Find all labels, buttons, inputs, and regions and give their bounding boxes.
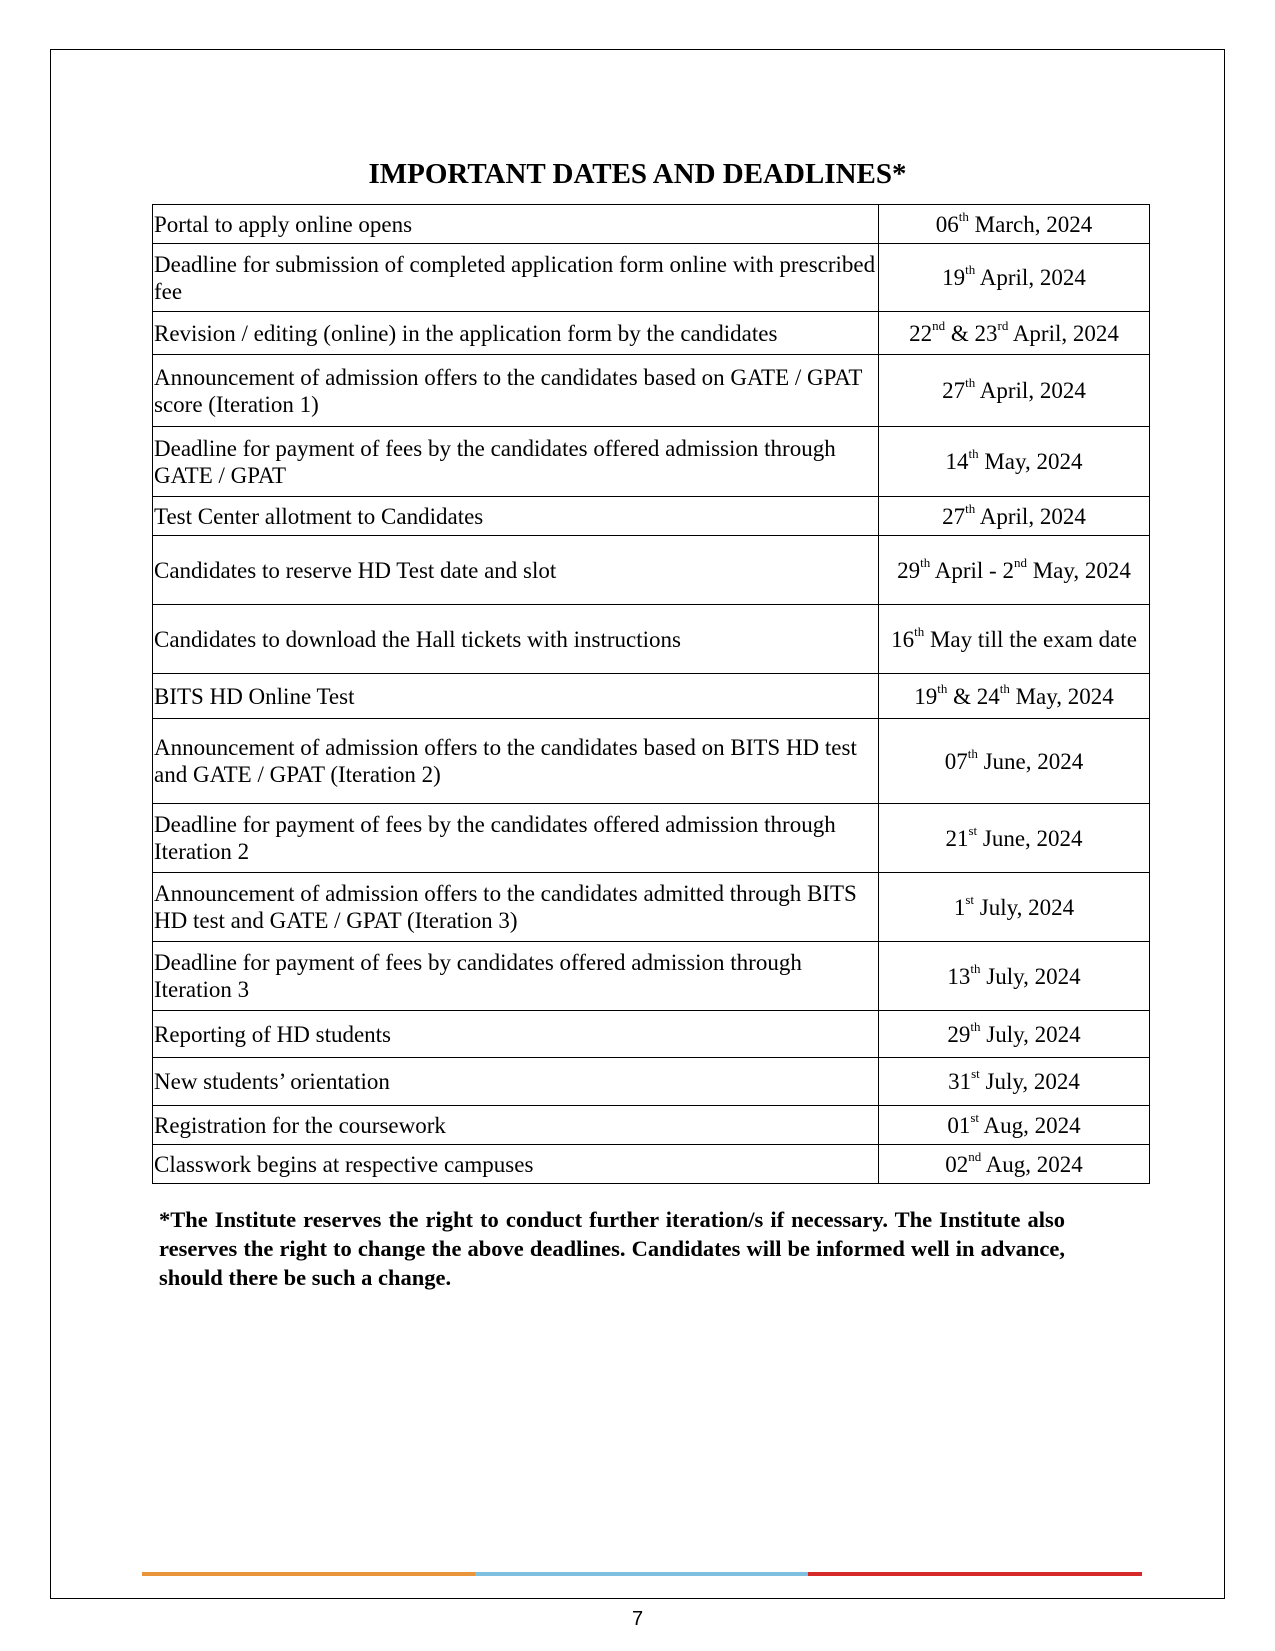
date-text: May, 2024: [978, 449, 1083, 474]
ordinal-suffix: th: [965, 375, 976, 391]
date-text: July, 2024: [980, 963, 1081, 989]
event-cell: Classwork begins at respective campuses: [153, 1145, 879, 1184]
date-text: 19: [914, 683, 938, 709]
date-text: May, 2024: [1009, 683, 1114, 709]
page-number: 7: [631, 1608, 644, 1630]
table-row: [153, 873, 1150, 942]
event-cell: Deadline for payment of fees by candidates offered admission through Iteration 3: [153, 942, 879, 1011]
table-row: [153, 942, 1150, 1011]
date-cell: [879, 1058, 1150, 1106]
table-row: [153, 355, 1150, 427]
date-text: 19: [942, 265, 966, 290]
footer-line-red: [808, 1572, 1142, 1576]
footer-line-orange: [142, 1572, 475, 1576]
event-cell: Deadline for submission of completed application form online with prescribed fee: [153, 244, 879, 312]
date-text: 01: [947, 1112, 971, 1138]
date-text: April - 2: [930, 557, 1014, 583]
date-text: March, 2024: [968, 211, 1093, 237]
date-text: & 23: [945, 320, 998, 346]
date-text: 22: [909, 320, 933, 346]
event-cell: Candidates to reserve HD Test date and slot: [153, 536, 879, 605]
date-text: 27: [942, 378, 966, 403]
date-text: 21: [945, 825, 969, 851]
ordinal-suffix: th: [970, 1018, 981, 1034]
event-cell: Announcement of admission offers to the candidates based on BITS HD test and GATE / GPAT (Iteration 2): [153, 719, 879, 804]
dates-table: [152, 204, 1150, 1184]
event-cell: Deadline for payment of fees by the candidates offered admission through Iteration 2: [153, 804, 879, 873]
date-text: May, 2024: [1026, 557, 1131, 583]
date-text: April, 2024: [1008, 320, 1119, 346]
date-text: 07: [944, 748, 968, 774]
ordinal-suffix: th: [970, 960, 981, 976]
ordinal-suffix: nd: [932, 317, 946, 333]
table-row: [153, 244, 1150, 312]
date-cell: [879, 1145, 1150, 1184]
date-cell: [879, 355, 1150, 427]
ordinal-suffix: st: [965, 891, 975, 907]
ordinal-suffix: st: [970, 1109, 980, 1125]
date-text: 16: [891, 626, 915, 652]
event-cell: BITS HD Online Test: [153, 674, 879, 719]
date-text: 27: [942, 503, 966, 529]
table-row: [153, 497, 1150, 536]
date-text: Aug, 2024: [979, 1112, 1081, 1138]
ordinal-suffix: th: [937, 680, 948, 696]
ordinal-suffix: th: [967, 745, 978, 761]
date-text: July, 2024: [980, 1021, 1081, 1047]
date-text: 06: [935, 211, 959, 237]
date-text: 31: [948, 1069, 972, 1094]
date-cell: [879, 244, 1150, 312]
date-cell: [879, 605, 1150, 674]
event-cell: Test Center allotment to Candidates: [153, 497, 879, 536]
ordinal-suffix: th: [920, 554, 931, 570]
table-row: [153, 1145, 1150, 1184]
table-row: [153, 1058, 1150, 1106]
table-row: [153, 1011, 1150, 1058]
table-row: [153, 312, 1150, 355]
event-cell: Registration for the coursework: [153, 1106, 879, 1145]
table-row: [153, 804, 1150, 873]
date-text: July, 2024: [974, 894, 1075, 920]
date-cell: [879, 942, 1150, 1011]
footnote: *The Institute reserves the right to conduct further iteration/s if necessary. The Institute also reserves the right to change the above deadlines. Candidates will be informed well in advance, should there be such a change.: [159, 1207, 1065, 1290]
ordinal-suffix: th: [958, 208, 969, 224]
ordinal-suffix: th: [914, 623, 925, 639]
date-text: May till the exam date: [924, 626, 1137, 652]
event-cell: New students’ orientation: [153, 1058, 879, 1106]
date-text: June, 2024: [977, 825, 1083, 851]
date-text: Aug, 2024: [981, 1151, 1083, 1177]
date-text: & 24: [947, 683, 1000, 709]
ordinal-suffix: th: [968, 446, 979, 462]
event-cell: Revision / editing (online) in the application form by the candidates: [153, 312, 879, 355]
table-row: [153, 674, 1150, 719]
date-cell: [879, 427, 1150, 497]
ordinal-suffix: st: [971, 1066, 980, 1082]
date-text: 02: [945, 1151, 969, 1177]
ordinal-suffix: st: [968, 822, 978, 838]
date-text: June, 2024: [977, 748, 1084, 774]
date-text: April, 2024: [975, 378, 1086, 403]
table-row: [153, 205, 1150, 244]
date-text: April, 2024: [975, 265, 1086, 290]
date-text: 13: [947, 963, 971, 989]
event-cell: Announcement of admission offers to the candidates admitted through BITS HD test and GATE / GPAT (Iteration 3): [153, 873, 879, 942]
ordinal-suffix: rd: [997, 317, 1009, 333]
date-text: 1: [953, 894, 966, 920]
footer-line-blue: [475, 1572, 808, 1576]
date-cell: [879, 873, 1150, 942]
ordinal-suffix: th: [965, 262, 976, 278]
ordinal-suffix: nd: [1013, 554, 1027, 570]
date-cell: [879, 312, 1150, 355]
date-text: July, 2024: [979, 1069, 1080, 1094]
ordinal-suffix: th: [999, 680, 1010, 696]
date-text: 29: [897, 557, 921, 583]
table-row: [153, 719, 1150, 804]
ordinal-suffix: nd: [968, 1148, 982, 1164]
event-cell: Candidates to download the Hall tickets with instructions: [153, 605, 879, 674]
ordinal-suffix: th: [965, 500, 976, 516]
event-cell: Portal to apply online opens: [153, 205, 879, 244]
date-cell: [879, 1106, 1150, 1145]
event-cell: Announcement of admission offers to the candidates based on GATE / GPAT score (Iteration 1): [153, 355, 879, 427]
date-text: 29: [947, 1021, 971, 1047]
table-row: [153, 427, 1150, 497]
page-title: IMPORTANT DATES AND DEADLINES*: [368, 158, 907, 190]
date-cell: [879, 1011, 1150, 1058]
date-cell: [879, 719, 1150, 804]
event-cell: Reporting of HD students: [153, 1011, 879, 1058]
table-row: [153, 605, 1150, 674]
table-row: [153, 1106, 1150, 1145]
date-cell: [879, 497, 1150, 536]
event-cell: Deadline for payment of fees by the candidates offered admission through GATE / GPAT: [153, 427, 879, 497]
date-cell: [879, 536, 1150, 605]
date-text: 14: [945, 449, 969, 474]
date-text: April, 2024: [975, 503, 1086, 529]
date-cell: [879, 674, 1150, 719]
date-cell: [879, 205, 1150, 244]
date-cell: [879, 804, 1150, 873]
table-row: [153, 536, 1150, 605]
